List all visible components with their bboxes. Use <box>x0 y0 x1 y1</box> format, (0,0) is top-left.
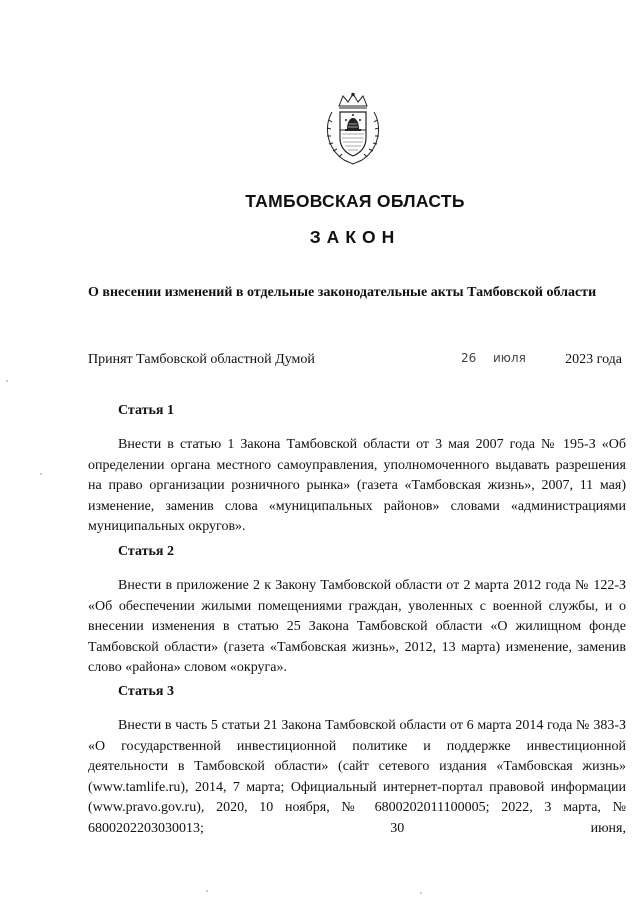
article-1-text: Внести в статью 1 Закона Тамбовской области от 3 мая 2007 года № 195-З «Об определении органа местного самоуправления, уполномоченного выдавать разрешения на право организации розничного рынка» (газета «Тамбовская жизнь», 2007, 11 мая) изменение, заменив слова «муниципальных районов» словами «администрациями муниципальных округов». <box>88 437 626 535</box>
adoption-day: 26 <box>461 351 477 365</box>
article-3-text: Внести в часть 5 статьи 21 Закона Тамбовской области от 6 марта 2014 года № 383-З «О государственной инвестиционной политике и поддержке инвестиционной деятельности в Тамбовской области» (сайт сетевого издания «Тамбовская жизнь» (www.tamlife.ru), 2014, 7 марта; Официальный интернет-портал правовой информации (www.pravo.gov.ru), 2020, 10 ноября, № 6800202011100005; 2022, 3 марта, № 6800202203030013; 30 июня, <box>88 718 626 836</box>
scan-speck <box>6 380 8 382</box>
adoption-year: 2023 года <box>565 352 622 367</box>
article-2-text: Внести в приложение 2 к Закону Тамбовской области от 2 марта 2012 года № 122-З «Об обеспечении жилыми помещениями граждан, уволенных с военной службы, и о внесении изменения в статью 25 Закона Тамбовской области «О жилищном фонде Тамбовской области» (газета «Тамбовская жизнь», 2012, 13 марта) изменение, заменив слово «района» словом «округа». <box>88 578 626 676</box>
article-1-title: Статья 1 <box>118 403 174 418</box>
scan-speck <box>206 890 208 892</box>
scan-speck <box>420 892 422 894</box>
article-2-title: Статья 2 <box>118 544 174 559</box>
document-type: ЗАКОН <box>309 227 401 247</box>
article-3-title: Статья 3 <box>118 684 174 699</box>
scan-speck <box>40 473 42 475</box>
law-subject: О внесении изменений в отдельные законодательные акты Тамбовской области <box>88 285 597 300</box>
region-title: ТАМБОВСКАЯ ОБЛАСТЬ <box>245 191 465 211</box>
adoption-line <box>88 352 622 372</box>
tambov-coat-of-arms-icon <box>322 92 384 166</box>
adoption-month: июля <box>493 351 526 365</box>
adopted-by: Принят Тамбовской областной Думой <box>88 352 315 367</box>
